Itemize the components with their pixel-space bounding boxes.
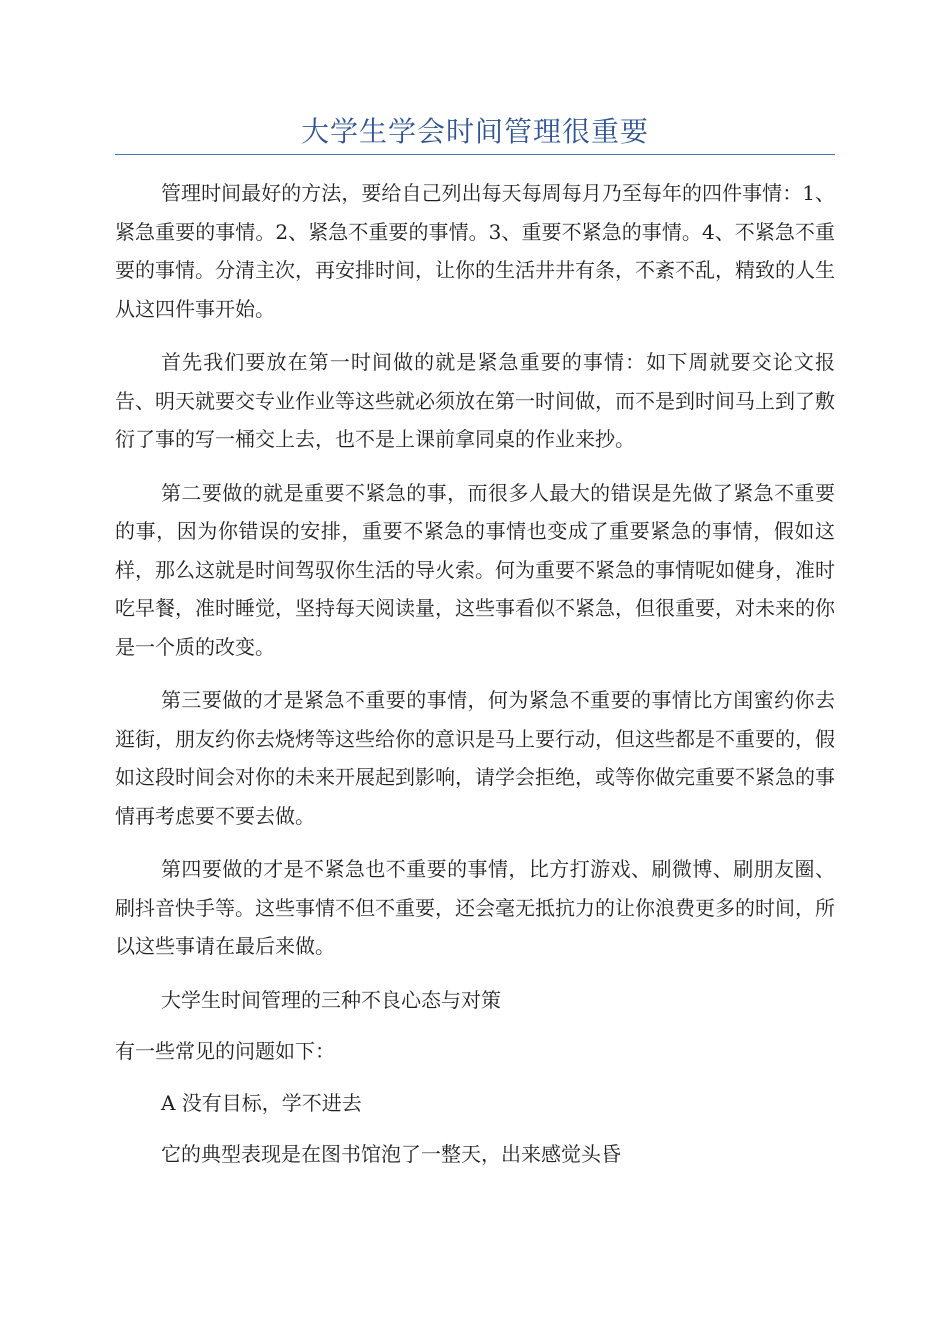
- paragraph-common-problems: 有一些常见的问题如下：: [115, 1039, 335, 1063]
- paragraph-four-tasks: 管理时间最好的方法，要给自己列出每天每周每月乃至每年的四件事情：1、紧急重要的事情。2、紧急不重要的事情。3、重要不紧急的事情。4、不紧急不重要的事情。分清主次，再安排时间，让你的生活井井有条，不紊不乱，精致的人生从这四件事开始。: [115, 181, 835, 321]
- paragraph-neither: 第四要做的才是不紧急也不重要的事情，比方打游戏、刷微博、刷朋友圈、刷抖音快手等。这些事情不但不重要，还会毫无抵抗力的让你浪费更多的时间，所以这些事请在最后来做。: [115, 857, 835, 958]
- section-heading-bad-mindsets: 大学生时间管理的三种不良心态与对策: [161, 987, 501, 1012]
- document-body: [115, 174, 835, 1187]
- paragraph-important-not-urgent: 第二要做的就是重要不紧急的事，而很多人最大的错误是先做了紧急不重要的事，因为你错误的安排，重要不紧急的事情也变成了重要紧急的事情，假如这样，那么这就是时间驾驭你生活的导火索。何为重要不紧急的事情呢如健身，准时吃早餐，准时睡觉，坚持每天阅读量，这些事看似不紧急，但很重要，对未来的你是一个质的改变。: [115, 480, 835, 659]
- paragraph-urgent-important: 首先我们要放在第一时间做的就是紧急重要的事情：如下周就要交论文报告、明天就要交专业作业等这些就必须放在第一时间做，而不是到时间马上到了敷衍了事的写一桶交上去，也不是上课前拿同桌的作业来抄。: [115, 350, 835, 451]
- list-item-a: A 没有目标，学不进去: [161, 1090, 362, 1115]
- paragraph-urgent-not-important: 第三要做的才是紧急不重要的事情，何为紧急不重要的事情比方闺蜜约你去逛街，朋友约你去烧烤等这些给你的意识是马上要行动，但这些都是不重要的，假如这段时间会对你的未来开展起到影响，请学会拒绝，或等你做完重要不紧急的事情再考虑要不要去做。: [115, 688, 835, 828]
- document-title: 大学生学会时间管理很重要: [300, 115, 649, 148]
- title-underline: [115, 154, 835, 155]
- paragraph-typical-symptom: 它的典型表现是在图书馆泡了一整天，出来感觉头昏: [161, 1142, 621, 1166]
